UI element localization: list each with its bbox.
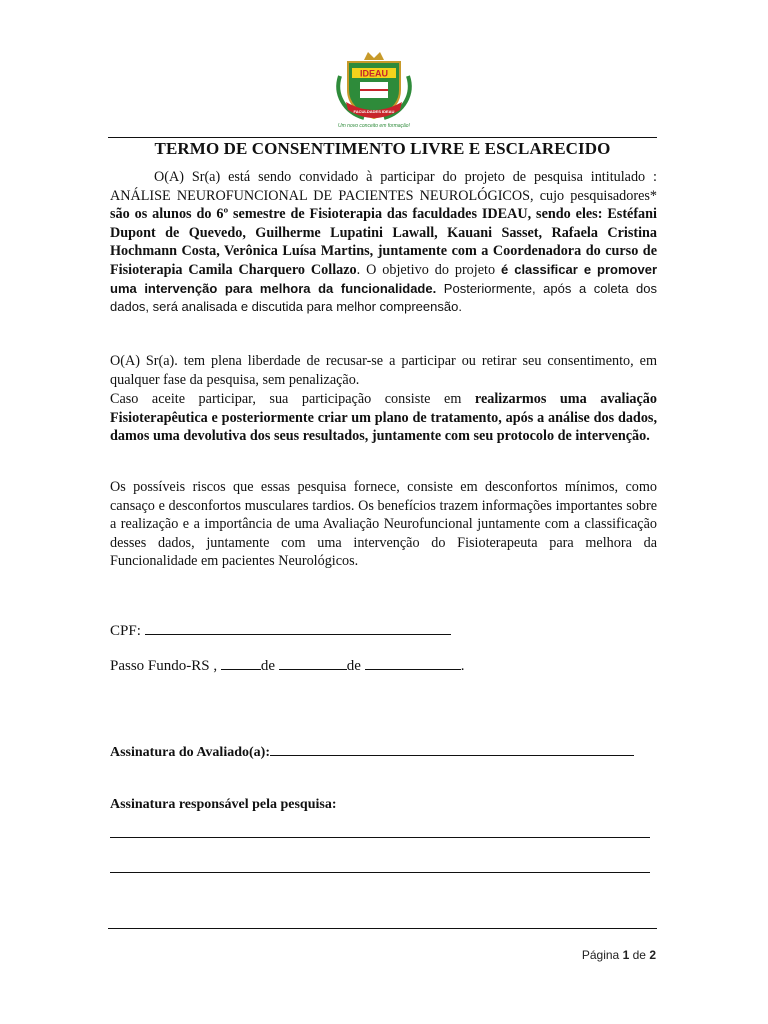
page-total: 2 [649, 948, 656, 962]
signature-researcher-label: Assinatura responsável pela pesquisa: [110, 797, 337, 812]
signature-evaluated [110, 741, 634, 761]
intro-researchers: são os alunos do 6º semestre de Fisioterapia das faculdades IDEAU, sendo eles: Estéfani Dupont de Quevedo, Guilherme Lupatini Lawall, Kauani Sasset, Rafaela Cristina Hochmann Costa, Verônica Luísa Martins, juntamente com a Coordenadora do curso de Fisioterapia Camila Charquero Collazo [110, 206, 657, 278]
paragraph-participation [110, 390, 657, 446]
cpf-label: CPF: [110, 623, 141, 639]
signature-evaluated-line[interactable] [270, 741, 634, 756]
signature-line-1[interactable] [110, 837, 650, 838]
month-blank[interactable] [279, 655, 347, 670]
intro-text-1: O(A) Sr(a) está sendo convidado à participar do projeto de pesquisa intitulado : ANÁLISE NEUROFUNCIONAL DE PACIENTES NEUROLÓGICOS, cujo pesquisadores* [110, 169, 657, 204]
cpf-field [110, 620, 451, 640]
place-date-field [110, 655, 464, 675]
page-number [582, 948, 656, 962]
logo-slogan: Um novo conceito em formação! [338, 123, 410, 129]
paragraph-intro [110, 168, 657, 317]
intro-objective: é classificar e promover uma intervenção para melhora da funcionalidade. [110, 261, 658, 296]
footer-rule [108, 928, 657, 929]
intro-text-3: Posteriormente, após a coleta dos dados, será analisada e discutida para melhor compreensão. [110, 280, 658, 315]
year-blank[interactable] [365, 655, 461, 670]
logo-banner-text: IDEAU [359, 68, 389, 79]
paragraph-risks-benefits: Os possíveis riscos que essas pesquisa fornece, consiste em desconfortos mínimos, como cansaço e desconfortos musculares tardios. Os benefícios trazem informações importantes sobre a realização e a importância de uma Avaliação Neurofuncional juntamente com a classificação desses dados, juntamente com uma intervenção do Fisioterapeuta para melhora da Funcionalidade em pacientes Neurológicos. [110, 479, 657, 570]
signature-evaluated-label: Assinatura do Avaliado(a): [110, 745, 270, 760]
place-city: Passo Fundo-RS , [110, 658, 218, 674]
participation-bold: realizarmos uma avaliação Fisioterapêutica e posteriormente criar um plano de tratamento, após a análise dos dados, damos uma devolutiva dos seus resultados, juntamente com seu protocolo de intervenção. [110, 391, 657, 445]
intro-text-2: . O objetivo do projeto [356, 261, 501, 278]
paragraph-freedom: O(A) Sr(a). tem plena liberdade de recusar-se a participar ou retirar seu consentimento, em qualquer fase da pesquisa, sem penalização. [110, 353, 657, 388]
place-end: . [460, 658, 465, 674]
document-title: TERMO DE CONSENTIMENTO LIVRE E ESCLARECIDO [154, 139, 611, 158]
participation-text: Caso aceite participar, sua participação consiste em [110, 391, 475, 407]
day-blank[interactable] [221, 655, 261, 670]
ideau-logo [330, 46, 418, 130]
signature-line-2[interactable] [110, 872, 650, 873]
de-1: de [260, 658, 276, 674]
logo-ribbon-text: FACULDADES IDEAU [353, 109, 395, 114]
page-of: de [632, 948, 646, 962]
de-2: de [346, 658, 361, 674]
page-current: 1 [622, 948, 630, 962]
page-prefix: Página [581, 948, 620, 962]
header-rule [108, 137, 657, 138]
cpf-blank[interactable] [145, 620, 451, 635]
